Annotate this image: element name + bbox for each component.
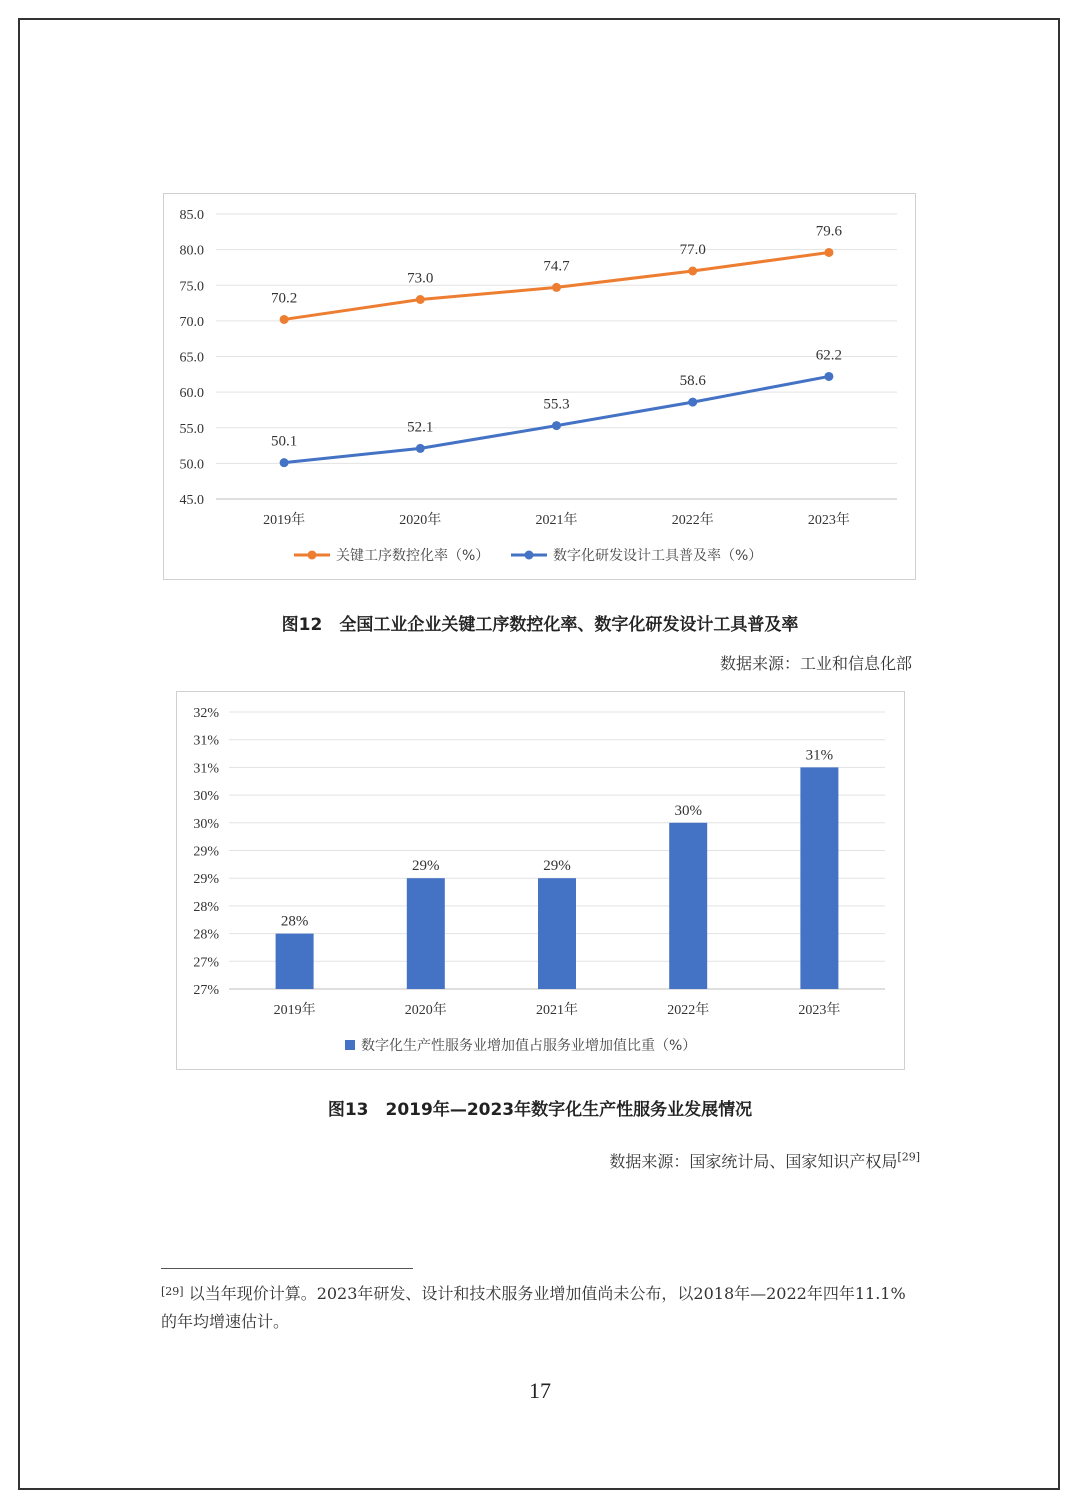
y-tick-label: 45.0 [179, 493, 204, 508]
x-tick-label: 2021年 [536, 1003, 578, 1018]
data-point [688, 398, 697, 407]
y-tick-label: 27% [193, 955, 219, 971]
data-point [824, 248, 833, 257]
data-label: 30% [674, 802, 702, 819]
figure-13-caption: 图13 2019年—2023年数字化生产性服务业发展情况 [327, 1100, 753, 1120]
data-label: 62.2 [815, 347, 843, 364]
footnote-marker: [29] [161, 1285, 184, 1298]
footnote-divider [161, 1268, 413, 1269]
data-label: 73.0 [407, 270, 434, 287]
data-label: 79.6 [815, 223, 843, 240]
y-tick-label: 28% [193, 927, 219, 943]
legend-marker [345, 1040, 355, 1050]
data-label: 70.2 [270, 290, 298, 307]
data-point [688, 267, 697, 276]
bar [538, 878, 576, 989]
bar-chart [177, 692, 906, 1071]
bar [800, 767, 838, 989]
series-line [284, 376, 829, 462]
y-tick-label: 85.0 [179, 208, 204, 223]
data-label: 77.0 [679, 242, 706, 258]
data-label: 50.1 [270, 433, 298, 450]
y-tick-label: 70.0 [179, 314, 204, 330]
legend-marker [525, 551, 534, 560]
data-label: 29% [543, 858, 571, 875]
legend-label: 数字化研发设计工具普及率（%） [553, 548, 763, 564]
data-label: 52.1 [407, 419, 434, 436]
legend-marker [308, 551, 317, 560]
data-point [280, 315, 289, 324]
footnote-text: 以当年现价计算。2023年研发、设计和技术服务业增加值尚未公布，以2018年—2022年四年11.1%的年均增速估计。 [161, 1284, 906, 1331]
line-chart [164, 194, 917, 581]
data-label: 58.6 [679, 373, 706, 390]
y-tick-label: 31% [193, 733, 219, 749]
y-tick-label: 50.0 [179, 457, 204, 473]
x-tick-label: 2021年 [535, 513, 578, 528]
figure-12-source: 数据来源：工业和信息化部 [719, 654, 912, 673]
x-tick-label: 2019年 [263, 513, 306, 528]
data-point [552, 421, 561, 430]
y-tick-label: 28% [193, 899, 219, 915]
data-label: 31% [805, 747, 834, 764]
y-tick-label: 30% [193, 816, 219, 832]
x-tick-label: 2020年 [404, 1003, 447, 1018]
y-tick-label: 29% [193, 872, 219, 888]
y-tick-label: 27% [193, 983, 219, 998]
x-tick-label: 2020年 [399, 513, 442, 528]
data-point [416, 295, 425, 304]
legend-label: 关键工序数控化率（%） [336, 548, 490, 564]
x-tick-label: 2022年 [671, 513, 714, 528]
legend-label: 数字化生产性服务业增加值占服务业增加值比重（%） [361, 1038, 697, 1054]
bar [276, 934, 314, 989]
y-tick-label: 32% [193, 706, 219, 721]
data-point [552, 283, 561, 292]
footnote [161, 1280, 921, 1336]
y-tick-label: 80.0 [179, 243, 204, 259]
x-tick-label: 2023年 [807, 513, 850, 528]
x-tick-label: 2022年 [667, 1003, 710, 1018]
line-chart-container [163, 193, 916, 580]
data-point [280, 458, 289, 467]
page-number: 17 [529, 1378, 551, 1403]
y-tick-label: 30% [193, 789, 219, 805]
y-tick-label: 31% [193, 761, 219, 777]
y-tick-label: 65.0 [179, 350, 204, 366]
bar-chart-container [176, 691, 905, 1070]
data-point [824, 372, 833, 381]
y-tick-label: 55.0 [179, 421, 204, 437]
y-tick-label: 29% [193, 844, 219, 860]
bar [669, 823, 707, 989]
data-label: 28% [280, 913, 309, 930]
data-label: 74.7 [543, 258, 570, 275]
figure-13-source [609, 1149, 920, 1172]
x-tick-label: 2019年 [273, 1003, 316, 1018]
y-tick-label: 75.0 [179, 279, 204, 295]
x-tick-label: 2023年 [798, 1003, 841, 1018]
bar [407, 878, 445, 989]
figure-13-source-note: [29] [897, 1150, 920, 1164]
figure-13-source-text: 数据来源：国家统计局、国家知识产权局 [609, 1152, 898, 1171]
data-label: 29% [412, 858, 440, 875]
y-tick-label: 60.0 [179, 386, 204, 402]
figure-12-caption: 图12 全国工业企业关键工序数控化率、数字化研发设计工具普及率 [281, 615, 799, 635]
data-point [416, 444, 425, 453]
data-label: 55.3 [543, 396, 570, 413]
